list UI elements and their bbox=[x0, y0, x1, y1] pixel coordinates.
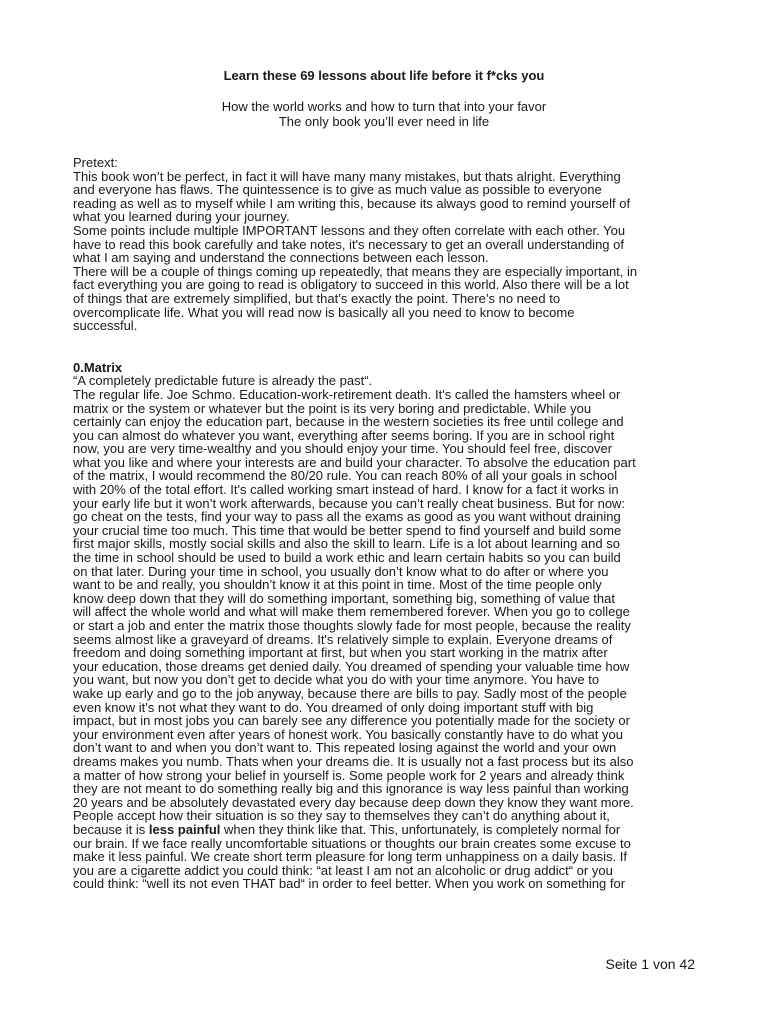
body-line: your education, those dreams get denied daily. You dreamed of spending your valuable time how bbox=[73, 658, 630, 674]
body-line: The regular life. Joe Schmo. Education-work-retirement death. It's called the hamsters wheel or bbox=[73, 386, 621, 402]
body-line: you can almost do whatever you want, everything after seems boring. If you are in school right bbox=[73, 427, 615, 443]
body-line: “A completely predictable future is already the past“. bbox=[73, 373, 373, 389]
body-line: of the matrix, I would recommend the 80/20 rule. You can reach 80% of all your goals in school bbox=[73, 468, 618, 484]
body-line-emphasis bbox=[73, 823, 713, 837]
body-line: they are not meant to do something really big and this ignorance is way less painful than working bbox=[73, 781, 629, 797]
body-line: impact, but in most jobs you can barely see any difference you potentially made for the society or bbox=[73, 713, 630, 729]
body-line: what you learned during your journey. bbox=[73, 209, 290, 225]
body-line: your environment even after years of honest work. You basically constantly have to do what you bbox=[73, 726, 623, 742]
body-line: even know it's not what they want to do. You dreamed of only doing important stuff with big bbox=[73, 699, 594, 715]
body-line: Some points include multiple IMPORTANT lessons and they often correlate with each other. You bbox=[73, 222, 626, 238]
body-line: dreams makes you numb. Thats when your dreams die. It is usually not a fast process but its also bbox=[73, 753, 634, 769]
body-line: want to be and really, you shouldn’t know it at this point in time. Most of the time people only bbox=[73, 577, 602, 593]
body-line: a matter of how strong your belief in yourself is. Some people work for 2 years and already think bbox=[73, 767, 625, 783]
body-line: know deep down that they will do something important, something big, something of value that bbox=[73, 590, 615, 606]
document-subtitle bbox=[0, 99, 768, 129]
section-body-continued bbox=[73, 837, 713, 891]
body-line: first major skills, mostly social skills and also the skill to learn. Life is a lot about learning and so bbox=[73, 536, 620, 552]
body-line: don’t want to and when you don’t want to. This repeated losing against the world and your own bbox=[73, 740, 617, 756]
body-line: of things that are extremely simplified, but that’s exactly the point. There’s no need to bbox=[73, 290, 561, 306]
body-line: make it less painful. We create short term pleasure for long term unhappiness on a daily basis. If bbox=[73, 849, 627, 865]
page-number: Seite 1 von 42 bbox=[605, 956, 695, 972]
body-line: our brain. If we face really uncomfortable situations or thoughts our brain creates some excuse to bbox=[73, 835, 631, 851]
body-line: with 20% of the total effort. It's called working smart instead of hard. I know for a fact it works in bbox=[73, 482, 619, 498]
body-line: This book won’t be perfect, in fact it will have many many mistakes, but thats alright. Everything bbox=[73, 168, 621, 184]
section-body bbox=[73, 374, 713, 823]
body-line: seems almost like a graveyard of dreams. It's relatively simple to explain. Everyone dreams of bbox=[73, 631, 613, 647]
body-line: matrix or the system or whatever but the point is its very boring and predictable. While you bbox=[73, 400, 592, 416]
text-run: when they think like that. This, unfortunately, is completely normal for bbox=[220, 821, 621, 837]
emphasis-text: less painful bbox=[148, 821, 221, 837]
body-line: successful. bbox=[73, 318, 138, 334]
body-line: what you like and where your interests are and build your character. To absolve the education part bbox=[73, 454, 636, 470]
body-line: go cheat on the tests, find your way to pass all the exams as good as you want without draining bbox=[73, 509, 621, 525]
body-line: People accept how their situation is so they say to themselves they can’t do anything about it, bbox=[73, 808, 610, 824]
subtitle-line: How the world works and how to turn that into your favor bbox=[221, 99, 547, 114]
body-line: you want, but now you don’t get to decide what you do with your time anymore. You have to bbox=[73, 672, 600, 688]
body-line: on that later. During your time in school, you usually don’t know what to do after or where you bbox=[73, 563, 609, 579]
body-line: 20 years and be absolutely devastated every day because deep down they know they want more. bbox=[73, 794, 634, 810]
body-line: and everyone has flaws. The quintessence is to give as much value as possible to everyone bbox=[73, 182, 602, 198]
body-line: your crucial time too much. This time that would be better spend to find yourself and build some bbox=[73, 522, 622, 538]
body-line: reading as well as to myself while I am writing this, because its always good to remind yourself of bbox=[73, 195, 631, 211]
pretext-label: Pretext: bbox=[73, 155, 118, 170]
text-run: because it is bbox=[73, 821, 149, 837]
pretext-paragraph bbox=[73, 170, 713, 333]
body-line: freedom and doing something important at first, but when you start working in the matrix after bbox=[73, 645, 608, 661]
body-line: fact everything you are going to read is obligatory to succeed in this world. Also there will be a lot bbox=[73, 277, 629, 293]
body-line: have to read this book carefully and take notes, it's necessary to get an overall understanding of bbox=[73, 236, 624, 252]
body-line: certainly can enjoy the education part, because in the western societies its free until college and bbox=[73, 414, 624, 430]
body-line: your early life but it won’t work afterwards, because you can’t really cheat business. But for now: bbox=[73, 495, 626, 511]
body-line: wake up early and go to the job anyway, because there are bills to pay. Sadly most of the people bbox=[73, 685, 627, 701]
body-line: overcomplicate life. What you will read now is basically all you need to know to become bbox=[73, 304, 575, 320]
body-line: you are a cigarette addict you could think: “at least I am not an alcoholic or drug addict“ or you bbox=[73, 862, 613, 878]
subtitle-line: The only book you’ll ever need in life bbox=[278, 114, 490, 129]
body-line: or start a job and enter the matrix those thoughts slowly fade for most people, because the reality bbox=[73, 618, 631, 633]
document-body bbox=[73, 156, 713, 891]
body-line: will affect the whole world and what will make them remembered forever. When you go to college bbox=[73, 604, 630, 620]
document-title: Learn these 69 lessons about life before it f*cks you bbox=[223, 68, 545, 83]
body-line: There will be a couple of things coming up repeatedly, that means they are especially important, in bbox=[73, 263, 638, 279]
body-line: now, you are very time-wealthy and you should enjoy your time. You should feel free, discover bbox=[73, 441, 613, 457]
body-line: what I am saying and understand the connections between each lesson. bbox=[73, 250, 489, 266]
body-line: the time in school should be used to build a work ethic and learn certain habits so you can build bbox=[73, 550, 621, 566]
body-line: could think: “well its not even THAT bad“ in order to feel better. When you work on something for bbox=[73, 876, 626, 892]
section-heading: 0.Matrix bbox=[73, 359, 123, 375]
